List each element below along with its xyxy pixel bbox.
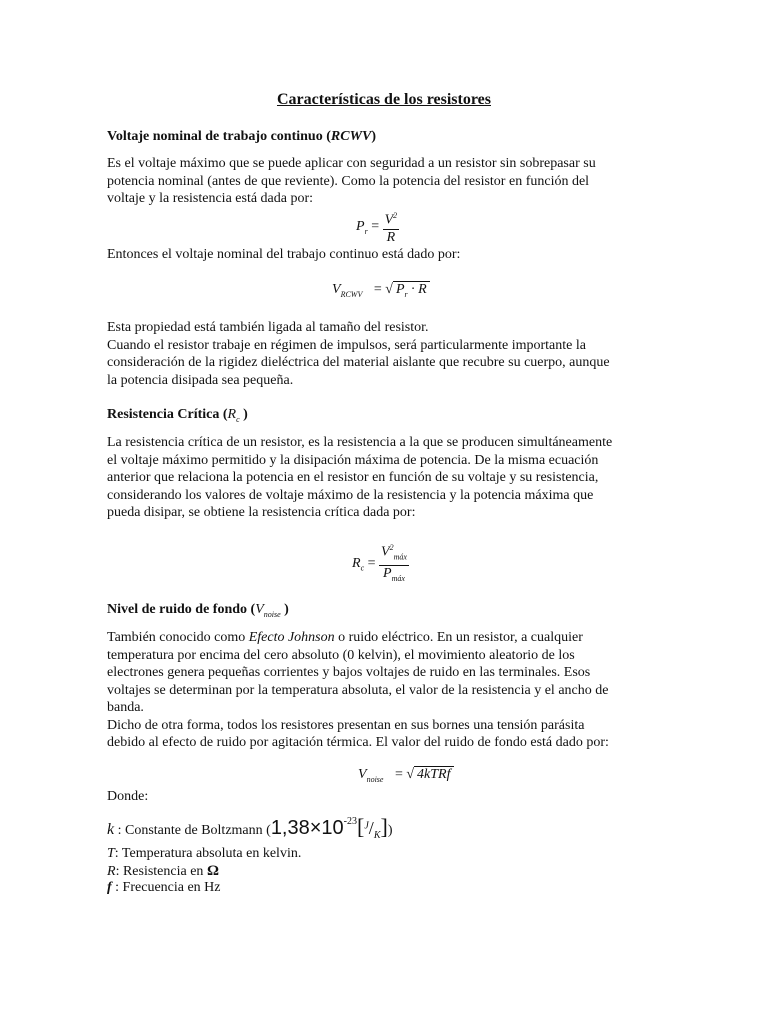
text-line: potencia nominal (antes de que reviente). Como la potencia del resistor en función del	[107, 173, 590, 189]
eq-symbol: P	[356, 219, 365, 235]
text-line: pueda disipar, se obtiene la resistencia crítica dada por:	[107, 505, 416, 520]
eq-symbol: · R	[411, 282, 427, 297]
eq-fraction	[379, 540, 409, 587]
equation-noise	[358, 767, 454, 784]
k-symbol: k	[107, 821, 115, 838]
text-line: considerando los valores de voltaje máximo de la resistencia y la potencia máxima que	[107, 487, 594, 503]
heading-close: )	[284, 602, 289, 617]
heading-text: Voltaje nominal de trabajo continuo (	[107, 129, 331, 144]
definition-t	[107, 846, 301, 862]
eq-subscript: r	[404, 289, 408, 299]
section-heading-critical-resistance	[107, 407, 248, 424]
eq-subscript: RCWV	[340, 289, 363, 299]
heading-close: )	[243, 407, 248, 422]
page-title: Características de los resistores	[276, 91, 491, 108]
section-heading-noise	[107, 602, 289, 619]
paragraph-critical-resistance	[107, 434, 661, 522]
definition-text: : Frecuencia en Hz	[115, 880, 221, 895]
equation-power	[356, 208, 399, 246]
definition-text: : Constante de Boltzmann (	[117, 823, 271, 838]
text-line: electrones genera pequeñas corrientes y bajos voltajes de ruido en las terminales. Esos	[107, 665, 591, 680]
eq-symbol: V	[384, 212, 394, 228]
eq-exponent: 2	[393, 211, 398, 220]
eq-fraction	[383, 208, 400, 246]
text-line: voltajes se determinan por la temperatura absoluta, el valor de la resistencia y el ancho de	[107, 682, 609, 698]
text-line: Cuando el resistor trabaje en régimen de impulsos, será particularmente importante la	[107, 337, 586, 353]
f-symbol: f	[107, 880, 112, 895]
eq-symbol: V	[358, 767, 367, 782]
unit-denominator: K	[373, 829, 381, 841]
paragraph-noise	[107, 629, 661, 752]
heading-subscript: c	[236, 414, 240, 424]
definition-close: )	[387, 823, 393, 838]
eq-symbol: R	[352, 555, 361, 571]
eq-subscript: r	[364, 226, 368, 236]
text-line: temperatura por encima del cero absoluto (0 kelvin), el movimiento aleatorio de los	[107, 647, 575, 663]
heading-symbol: V	[255, 602, 264, 617]
unit-slash: /	[368, 818, 374, 838]
eq-denominator: R	[386, 229, 396, 245]
definition-text: : Temperatura absoluta en kelvin.	[114, 846, 302, 861]
equation-rcwv	[332, 282, 430, 299]
bracket-close: ]	[380, 814, 388, 839]
paragraph-rcwv-then: Entonces el voltaje nominal del trabajo continuo está dado por:	[107, 247, 461, 262]
paragraph-rcwv-notes	[107, 319, 661, 389]
text-line: Esta propiedad está también ligada al tamaño del resistor.	[107, 320, 429, 335]
eq-radicand	[393, 281, 430, 297]
text-line: debido al efecto de ruido por agitación térmica. El valor del ruido de fondo está dado por:	[107, 735, 609, 750]
sqrt-icon: √	[406, 767, 415, 782]
eq-symbol: P	[383, 566, 392, 582]
heading-close: )	[371, 129, 377, 144]
heading-text: Nivel de ruido de fondo (	[107, 602, 256, 617]
constant-value: 1,38×10	[270, 817, 344, 839]
eq-exponent: 2	[389, 543, 394, 552]
heading-symbol: R	[227, 407, 237, 422]
text-line: voltaje y la resistencia está dada por:	[107, 191, 314, 206]
text-line: el voltaje máximo permitido y la disipación máxima de potencia. De la misma ecuación	[107, 452, 599, 468]
eq-denominator	[379, 566, 409, 587]
heading-abbr: RCWV	[330, 129, 372, 144]
eq-symbol: V	[332, 282, 341, 297]
eq-numerator	[383, 208, 400, 230]
text-line: consideración de la rigidez dieléctrica del material aislante que recubre su cuerpo, aunque	[107, 355, 610, 370]
definition-text: : Resistencia en	[115, 864, 207, 879]
definition-r	[107, 863, 219, 880]
eq-subscript: máx	[393, 552, 407, 562]
eq-equals: =	[367, 555, 376, 571]
sqrt-icon: √	[385, 282, 393, 297]
equation-critical-resistance	[352, 540, 409, 587]
t-symbol: T	[107, 846, 115, 861]
eq-subscript: c	[360, 563, 365, 573]
eq-subscript: noise	[366, 774, 384, 784]
eq-subscript: máx	[391, 574, 405, 584]
text-line: anterior que relaciona la potencia en el resistor en función de su voltaje y su resistencia,	[107, 470, 599, 485]
definition-k	[107, 814, 392, 841]
text-line: banda.	[107, 700, 144, 715]
text-line: la potencia disipada sea pequeña.	[107, 372, 294, 388]
bracket-open: [	[357, 814, 365, 839]
heading-text: Resistencia Crítica (	[107, 407, 228, 422]
eq-radicand: 4kTRf	[414, 766, 453, 782]
ohm-icon: Ω	[206, 863, 219, 879]
eq-symbol: P	[395, 282, 405, 297]
unit-numerator: J	[364, 820, 369, 832]
section-heading-rcwv	[107, 129, 376, 145]
text-line: También conocido como Efecto Johnson o ruido eléctrico. En un resistor, a cualquier	[107, 630, 583, 645]
eq-symbol: V	[381, 544, 390, 560]
text-line: La resistencia crítica de un resistor, es la resistencia a la que se producen simultáneamente	[107, 435, 613, 450]
eq-equals: =	[394, 767, 403, 782]
r-symbol: R	[107, 864, 116, 879]
heading-subscript: noise	[263, 609, 281, 619]
definition-f	[107, 880, 221, 896]
eq-numerator	[379, 540, 409, 566]
constant-exponent: -23	[343, 816, 358, 827]
text-line: Es el voltaje máximo que se puede aplicar con seguridad a un resistor sin sobrepasar su	[107, 156, 596, 171]
eq-equals: =	[371, 219, 380, 235]
paragraph-rcwv-intro	[107, 155, 661, 208]
where-label: Donde:	[107, 789, 149, 804]
eq-equals: =	[373, 282, 382, 297]
emphasis-text: Efecto Johnson	[248, 630, 335, 645]
text-line: Dicho de otra forma, todos los resistores presentan en sus bornes una tensión parásita	[107, 717, 585, 733]
